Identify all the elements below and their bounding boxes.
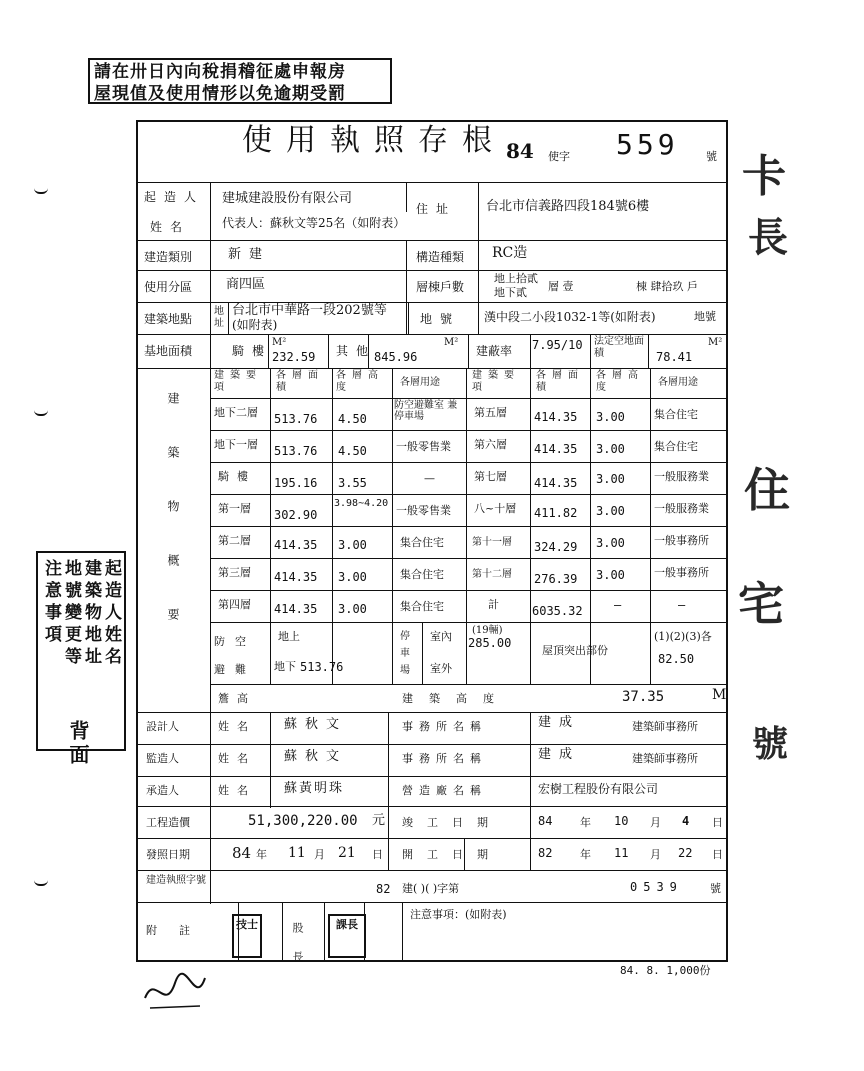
completion-day: 4 [682,814,690,828]
issue-month: 11 [288,845,306,861]
floor-area: 414.35 [274,602,318,616]
back-label: 背面 [66,720,90,768]
area-label: 基地面積 [144,344,193,358]
completion-ri: 日 [712,816,723,829]
begin-label: 開工日期 [402,848,502,861]
site-addr-label: 地址 [214,306,224,329]
handwritten-mark: 號 [752,723,789,765]
supervisor-firm: 建成 [538,747,581,762]
floor-use: 集合住宅 [654,440,698,453]
issue-ri: 日 [372,848,383,861]
height-value: 37.35 [622,689,665,705]
builder-name-label: 姓名 [150,220,191,234]
floor-height: 3.00 [338,538,367,552]
floor-height: 4.50 [338,412,367,426]
seal-text: 課長 [336,918,358,931]
side-col-4: 注意事項 [41,559,61,647]
floor-item: 八~十層 [474,502,517,515]
floor-use: 集合住宅 [400,600,444,613]
issue-nian: 年 [256,848,267,861]
floor-use: 一般零售業 [396,440,451,453]
height-unit: M [712,687,727,703]
floor-use: — [678,598,686,612]
side-col-2: 建築物地址 [81,559,101,669]
completion-year: 84 [538,814,553,828]
floor-use: — [424,472,435,485]
floor-area: 513.76 [274,412,318,426]
margin-mark [34,410,48,416]
other-label: 其他 [336,344,377,358]
floor-area: 276.39 [534,572,578,586]
arcade-value: 232.59 [272,350,316,364]
arcade-unit: M² [272,337,287,348]
construction-permit-year: 82 [376,882,391,896]
floor-height: 3.00 [596,504,625,518]
floor-area: 302.90 [274,508,318,522]
struct-label: 構造種類 [416,250,465,264]
other-unit: M² [444,337,459,348]
begin-month: 11 [614,846,629,860]
floor-item: 第四層 [218,598,251,611]
builder-address: 台北市信義路四段184號6樓 [486,199,650,214]
head-item-left: 建築要項 [214,370,262,393]
site-value-2: (如附表) [232,318,278,332]
construction-permit-text: 建( )( )字第 [402,882,460,895]
floor-item: 地下二層 [214,406,258,419]
floor-height: 3.00 [596,442,625,456]
head-height-left: 各層高度 [336,370,384,393]
supervisor-name: 蘇秋文 [284,749,348,764]
open-value: 78.41 [656,350,693,364]
completion-yue: 月 [650,816,661,829]
completion-month: 10 [614,814,629,828]
begin-year: 82 [538,846,553,860]
floor-area: 324.29 [534,540,578,554]
builder-name: 建城建設股份有限公司 [222,191,353,206]
handwritten-mark: 住 [744,463,790,517]
floor-item: 第七層 [474,470,507,483]
form-title: 使用執照存根 [242,123,506,158]
floor-height: 3.00 [338,570,367,584]
head-use-left: 各層用途 [400,377,440,388]
permit-number: 559 [616,128,679,161]
parking-indoor: 室內 [430,630,452,643]
head-area-right: 各層面積 [536,370,584,393]
floor-height: 3.00 [596,568,625,582]
floor-item: 地下一層 [214,438,258,451]
floor-item: 第十二層 [472,569,512,580]
contractor-firm-label: 營造廠名稱 [402,784,487,797]
floor-height: — [614,598,622,612]
issue-label: 發照日期 [146,848,190,861]
handwritten-mark: 卡 [742,151,786,202]
floor-item: 第十一層 [472,537,512,548]
side-col-3: 地號變更等 [61,559,81,669]
address-label: 住址 [416,202,457,216]
floor-item: 第三層 [218,566,251,579]
construction-permit-hao: 號 [710,882,721,895]
floors-mid: 層 壹 [548,280,574,293]
parking-label: 停車場 [400,631,410,676]
eaves-label: 簷高 [218,692,256,705]
issue-yue: 月 [314,848,325,861]
builder-label: 起造人 [144,190,205,204]
begin-day: 22 [678,846,693,860]
zone-label: 使用分區 [144,280,193,294]
open-unit: M² [708,337,723,348]
handwritten-mark: 宅 [738,577,784,631]
designer-firm-label: 事務所名稱 [402,720,487,733]
construction-permit-label: 建造執照字號 [146,875,206,886]
builder-rep: 代表人：蘇秋文等25名（如附表） [222,216,406,230]
floor-item: 計 [488,598,499,611]
official-seal [328,914,366,958]
floor-height: 4.50 [338,444,367,458]
shelter-label: 防空避難 [214,635,256,676]
lot-suffix: 地號 [694,310,716,323]
signature-mark [140,968,210,1016]
floor-area: 414.35 [534,410,578,424]
type-label: 建造類別 [144,250,193,264]
tax-notice-stamp [88,58,392,104]
supervisor-label: 監造人 [146,752,179,765]
notes-label: 附註 [146,924,212,937]
floor-height: 3.00 [596,536,625,550]
permit-year: 84 [506,139,534,163]
completion-nian: 年 [580,816,591,829]
cost-unit: 元 [372,813,386,828]
floor-use: 防空避難室 兼停車場 [394,400,458,422]
head-area-left: 各層面積 [276,370,324,393]
construction-permit-no: 0539 [630,880,683,894]
floors-label: 層棟戶數 [416,280,465,294]
contractor-label: 承造人 [146,784,179,797]
floor-use: 一般零售業 [396,504,451,517]
floors-end: 棟 肆拾玖 戶 [636,280,698,293]
supervisor-firm-suffix: 建築師事務所 [632,752,698,765]
floor-area: 513.76 [274,444,318,458]
supervisor-name-label: 姓名 [218,752,256,765]
floor-use: 一般服務業 [654,502,709,515]
notice-line-1: 請在卅日內向稅捐稽征處申報房 [94,62,346,82]
designer-name: 蘇秋文 [284,717,348,732]
head-use-right: 各層用途 [658,377,698,388]
parking-indoor-value: 285.00 [468,636,512,650]
floor-area: 414.35 [274,538,318,552]
handwritten-mark: 長 [748,214,788,261]
floor-height: 3.00 [596,472,625,486]
floor-height: 3.55 [338,476,367,490]
floor-item: 第六層 [474,438,507,451]
parking-outdoor: 室外 [430,662,452,675]
floor-use: 一般事務所 [654,566,709,579]
floor-use: 一般事務所 [654,534,709,547]
begin-yue: 月 [650,848,661,861]
begin-ri: 日 [712,848,723,861]
floor-use: 集合住宅 [400,536,444,549]
floor-use: 集合住宅 [400,568,444,581]
floor-item: 第二層 [218,534,251,547]
building-section-label: 建築物概要 [166,392,180,662]
floor-area: 411.82 [534,506,578,520]
permit-hao: 號 [706,150,717,163]
floor-item: 第一層 [218,502,251,515]
official-seal [232,914,262,958]
other-value: 845.96 [374,350,418,364]
floor-area: 195.16 [274,476,318,490]
issue-day: 21 [338,845,356,861]
head-item-right: 建築要項 [472,370,520,393]
contractor-name: 蘇黃明珠 [284,781,345,796]
roof-note: (1)(2)(3)各 [654,630,712,643]
notes-text: 注意事項：(如附表) [410,908,507,921]
margin-mark [34,880,48,886]
cost-value: 51,300,220.00 [248,813,358,829]
zone-value: 商四區 [226,277,266,292]
contractor-name-label: 姓名 [218,784,256,797]
begin-nian: 年 [580,848,591,861]
notice-line-2: 屋現值及使用情形以免逾期受罰 [94,84,346,104]
lot-label: 地號 [420,312,461,326]
floor-area: 6035.32 [532,604,583,618]
floor-item: 騎樓 [218,470,256,483]
print-info: 84. 8. 1,000份 [620,964,711,977]
designer-firm-suffix: 建築師事務所 [632,720,698,733]
supervisor-firm-label: 事務所名稱 [402,752,487,765]
contractor-firm: 宏樹工程股份有限公司 [538,782,659,796]
designer-name-label: 姓名 [218,720,256,733]
margin-mark [34,188,48,194]
permit-char: 使字 [548,150,570,163]
coverage-value: 7.95/10 [532,338,583,352]
shelter-above: 地上 [278,630,300,643]
floor-use: 一般服務業 [654,470,709,483]
roof-label: 屋頂突出部份 [542,644,608,657]
parking-count: (19輛) [472,625,503,636]
floor-area: 414.35 [534,442,578,456]
lot-value: 漢中段二小段1032-1等(如附表) [484,310,656,324]
floor-height: 3.00 [596,410,625,424]
designer-label: 設計人 [146,720,179,733]
side-col-1: 起造人姓名 [101,559,121,669]
type-value: 新建 [228,247,271,262]
struct-value: RC造 [492,245,528,261]
height-label: 建築高度 [402,692,510,705]
shelter-below-value: 513.76 [300,660,344,674]
arcade-label: 騎樓 [232,344,273,358]
head-height-right: 各層高度 [596,370,644,393]
issue-year: 84 [232,844,252,862]
roof-value: 82.50 [658,652,695,666]
floor-height: 3.98~4.20 [334,498,389,509]
shelter-below: 地下 [274,660,296,673]
floors-above: 地上拾貳 [494,272,538,285]
floor-use: 集合住宅 [654,408,698,421]
floor-area: 414.35 [534,476,578,490]
cost-label: 工程造價 [146,816,190,829]
floor-area: 414.35 [274,570,318,584]
floor-item: 第五層 [474,406,507,419]
section-chief-label: 股長 [291,922,304,980]
floor-height: 3.00 [338,602,367,616]
site-label: 建築地點 [144,312,193,326]
completion-label: 竣工日期 [402,816,502,829]
site-value: 台北市中華路一段202號等 [232,303,387,318]
open-label: 法定空地面積 [594,336,644,359]
coverage-label: 建蔽率 [476,344,513,358]
floors-below: 地下貳 [494,286,527,299]
designer-firm: 建成 [538,715,581,730]
seal-text: 技士 [236,918,258,931]
